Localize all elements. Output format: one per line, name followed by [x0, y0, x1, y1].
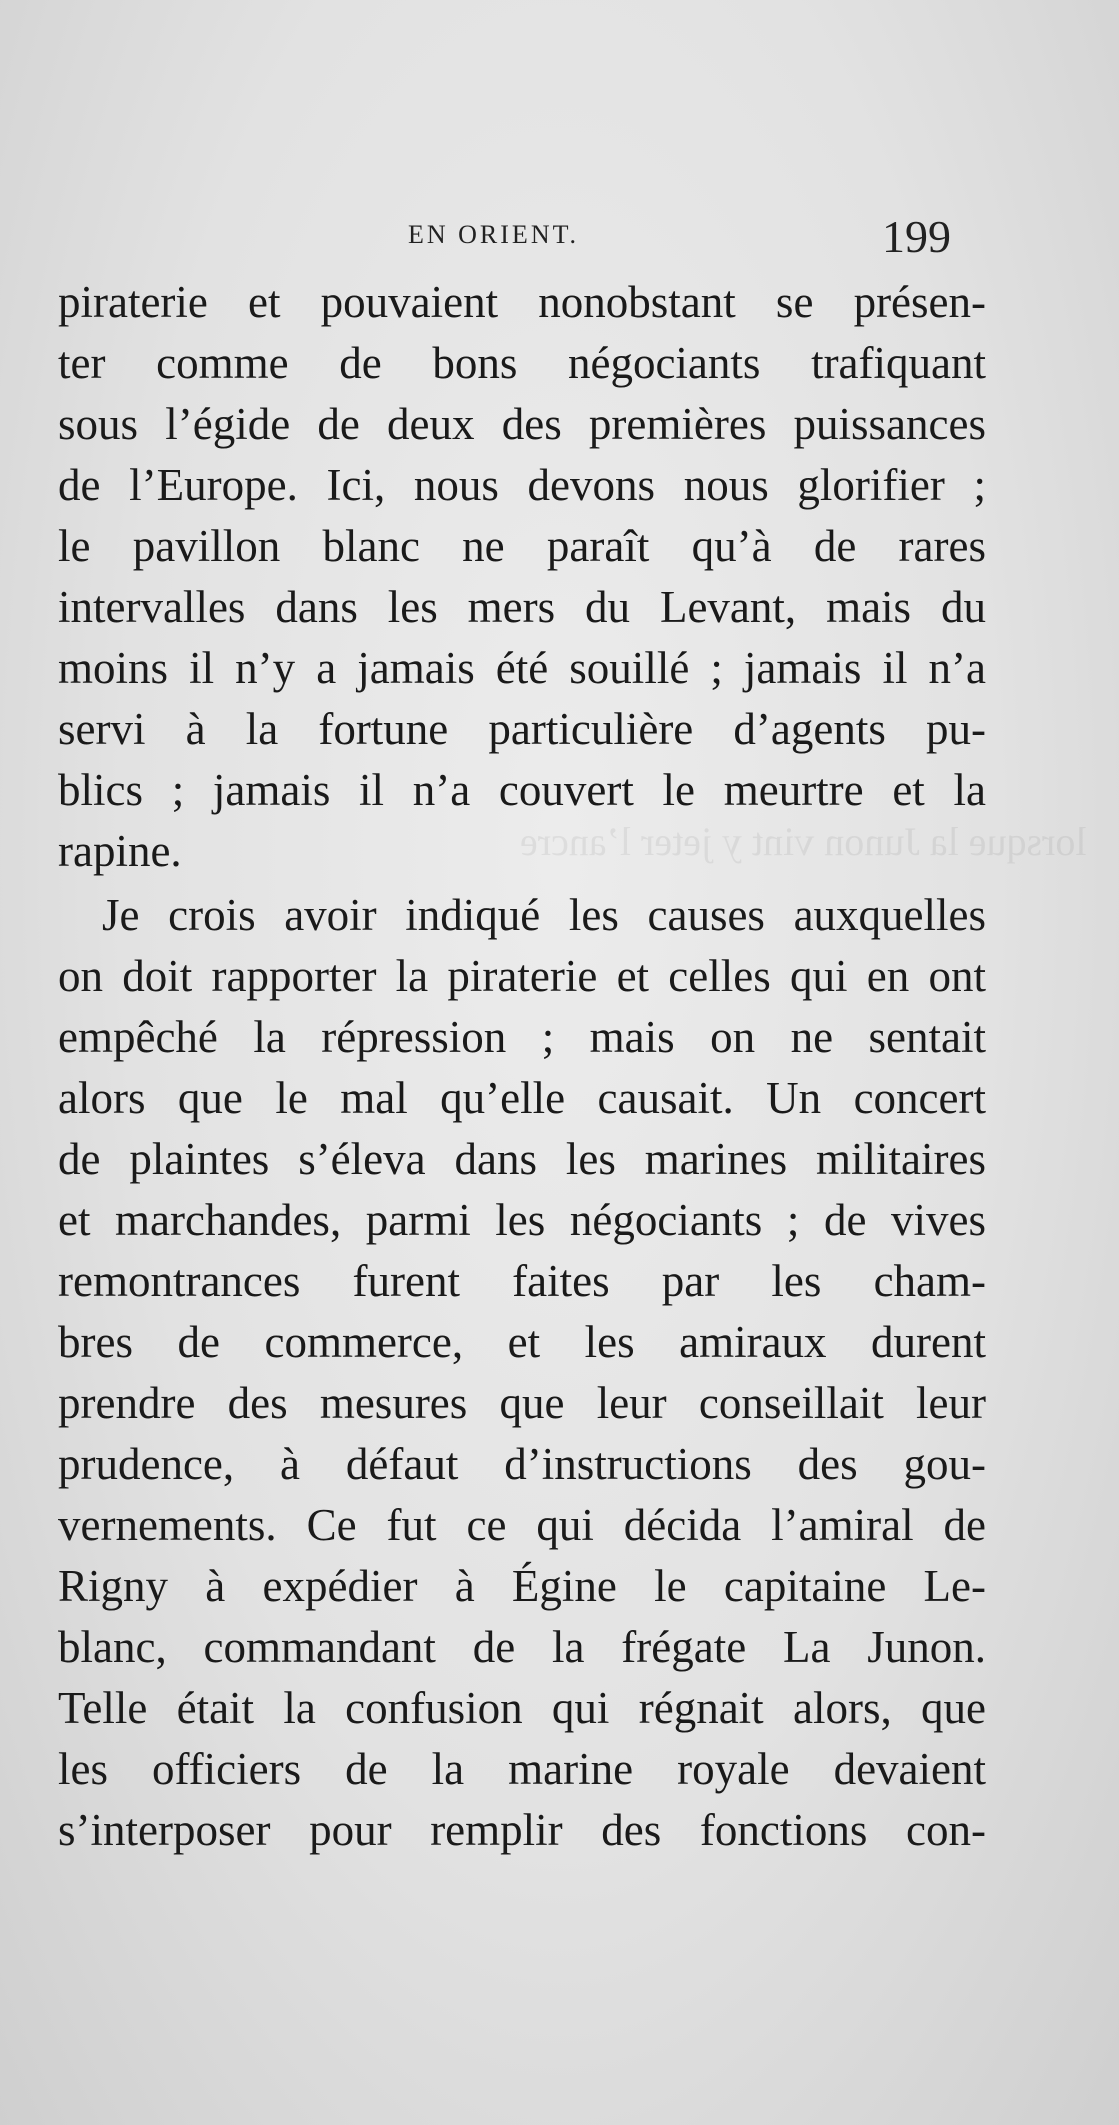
paragraph-2	[58, 885, 986, 1861]
text-line: et marchandes, parmi les négociants ; de vives	[58, 1195, 986, 1245]
text-line: les officiers de la marine royale devaient	[58, 1744, 986, 1794]
text-line: piraterie et pouvaient nonobstant se présen-	[58, 277, 986, 327]
text-line: de plaintes s’éleva dans les marines militaires	[58, 1134, 986, 1184]
text-line: moins il n’y a jamais été souillé ; jamais il n’a	[58, 643, 986, 693]
paragraph-1	[58, 272, 986, 882]
text-line: prudence, à défaut d’instructions des gou-	[58, 1439, 986, 1489]
text-line: Je crois avoir indiqué les causes auxquelles	[102, 890, 986, 940]
text-line: alors que le mal qu’elle causait. Un concert	[58, 1073, 986, 1123]
text-line: empêché la répression ; mais on ne sentait	[58, 1012, 986, 1062]
text-line: bres de commerce, et les amiraux durent	[58, 1317, 986, 1367]
text-line: blanc, commandant de la frégate La Junon.	[58, 1622, 986, 1672]
body-text	[58, 272, 986, 1861]
text-line: le pavillon blanc ne paraît qu’à de rares	[58, 521, 986, 571]
text-line: vernements. Ce fut ce qui décida l’amiral de	[58, 1500, 986, 1550]
running-head	[0, 210, 1119, 270]
text-line: ter comme de bons négociants trafiquant	[58, 338, 986, 388]
text-line: servi à la fortune particulière d’agents pu-	[58, 704, 986, 754]
page-number: 199	[882, 211, 951, 262]
text-line: Rigny à expédier à Égine le capitaine Le-	[58, 1561, 986, 1611]
text-line: prendre des mesures que leur conseillait leur	[58, 1378, 986, 1428]
text-line: s’interposer pour remplir des fonctions con-	[58, 1805, 986, 1855]
text-line: sous l’égide de deux des premières puissances	[58, 399, 986, 449]
show-through-text: lorsque la Junon vint y jeter l’ancre	[520, 819, 1087, 864]
text-line: de l’Europe. Ici, nous devons nous glorifier ;	[58, 460, 986, 510]
text-line: blics ; jamais il n’a couvert le meurtre et la	[58, 765, 986, 815]
text-line: rapine.	[58, 826, 182, 876]
text-line: remontrances furent faites par les cham-	[58, 1256, 986, 1306]
text-line: Telle était la confusion qui régnait alors, que	[58, 1683, 986, 1733]
text-line: intervalles dans les mers du Levant, mais du	[58, 582, 986, 632]
running-head-title: EN ORIENT.	[408, 220, 580, 249]
text-line: on doit rapporter la piraterie et celles qui en ont	[58, 951, 986, 1001]
